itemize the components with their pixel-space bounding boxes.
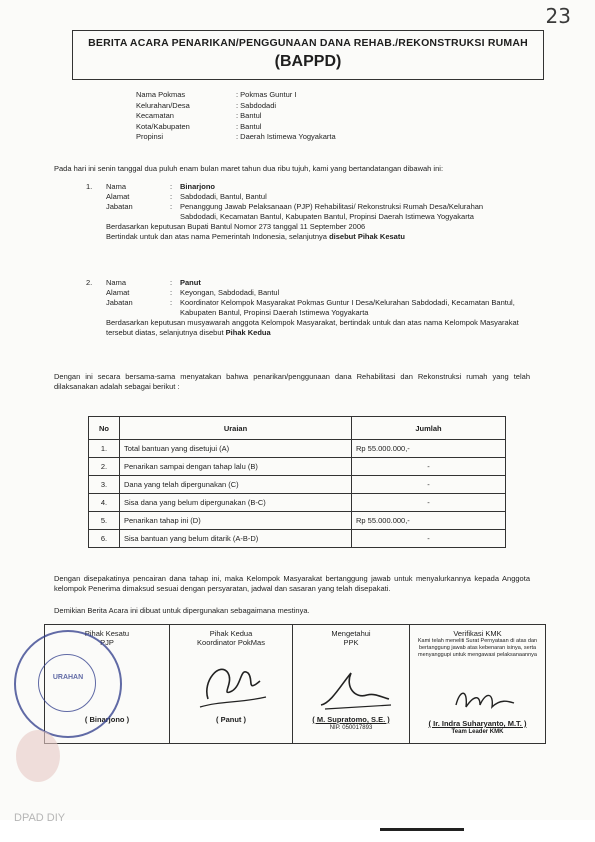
party-designation: Pihak Kedua (225, 328, 271, 337)
closing-paragraph: Dengan disepakatinya pencairan dana tahap ini, maka Kelompok Masyarakat bertanggung jawab untuk menyalurkannya kepada Anggota kelompok Penerima dimaksud sesuai dengan persyaratan, jadwal dan sasaran yang telah disepakati. (54, 574, 530, 593)
position-label: Jabatan (106, 298, 133, 307)
party-position: Koordinator Kelompok Masyarakat Pokmas Guntur I Desa/Kelurahan Sabdodadi, Kecamatan Bantul, Kabupaten Bantul, Propinsi Daerah Istimewa Yogyakarta (180, 298, 515, 317)
signature-pihak-kedua (170, 625, 293, 743)
signature-kmk (410, 625, 545, 743)
name-label: Nama (106, 182, 127, 191)
info-row (136, 122, 336, 133)
handwritten-signature (311, 665, 395, 715)
info-row (136, 132, 336, 143)
party-designation: disebut Pihak Kesatu (329, 232, 405, 241)
pokmas-info (136, 90, 336, 143)
row-number: 4. (89, 494, 120, 512)
row-description: Penarikan tahap ini (D) (120, 512, 352, 530)
table-header-row (89, 417, 506, 440)
closing-statement: Demikian Berita Acara ini dibuat untuk dipergunakan sebagaimana mestinya. (54, 606, 310, 615)
row-number: 2. (89, 458, 120, 476)
party-1: 1. Nama : Binarjono Alamat : Sabdodadi, Bantul, Bantul Jabatan : Penanggung Jawab Pelaksanaan (PJP) Rehabilitasi/ Rekonstruksi Rumah Desa/Kelurahan Sabdodadi, Kecamatan Bantul, Kabupaten Bantul, Propinsi Daerah Istimewa Yogyakarta Berdasarkan keputusan Bupati Bantul Nomor 273 tanggal 11 September 2006 Bertindak untuk dan atas nama Pemerintah Indonesia, selanjutnya disebut Pihak Kesatu (86, 182, 506, 242)
archive-watermark: DPAD DIY (14, 812, 66, 824)
acting-line: Bertindak untuk dan atas nama Pemerintah Indonesia, selanjutnya (106, 232, 330, 241)
table-row (89, 530, 506, 548)
page-number: 23 (545, 4, 571, 28)
info-value: : Sabdodadi (236, 100, 277, 110)
row-description: Dana yang telah dipergunakan (C) (120, 476, 352, 494)
info-value: : Bantul (236, 111, 262, 120)
info-label: Kelurahan/Desa (136, 100, 190, 110)
column-header: No (89, 417, 120, 440)
info-row (136, 111, 336, 122)
withdrawal-table (88, 416, 506, 548)
info-label: Nama Pokmas (136, 90, 186, 99)
row-description: Sisa dana yang belum dipergunakan (B-C) (120, 494, 352, 512)
archive-seal-watermark (16, 730, 60, 782)
official-stamp (14, 630, 122, 738)
scan-bar (380, 828, 464, 831)
signer-name: ( Ir. Indra Suharyanto, M.T. ) (428, 719, 527, 728)
address-label: Alamat (106, 288, 130, 297)
party-address: Sabdodadi, Bantul, Bantul (180, 192, 267, 201)
table-row (89, 512, 506, 530)
stamp-text: URAHAN (52, 674, 84, 681)
position-label: Jabatan (106, 202, 133, 211)
table-row (89, 458, 506, 476)
info-value: : Pokmas Guntur I (236, 90, 297, 99)
signer-name: ( Binarjono ) (84, 715, 130, 724)
signer-name: ( M. Supratomo, S.E. ) (312, 715, 390, 724)
document-subtitle: (BAPPD) (274, 53, 342, 70)
column-header: Jumlah (352, 417, 506, 440)
info-value: : Bantul (236, 121, 262, 131)
stamp-inner-ring (38, 654, 96, 712)
signer-title: Pihak Kedua (209, 629, 253, 638)
row-amount: - (352, 494, 506, 512)
signer-title: Pihak Kesatu (84, 629, 130, 638)
signer-nip: NIP. 050017893 (329, 725, 373, 731)
opening-paragraph: Pada hari ini senin tanggal dua puluh enam bulan maret tahun dua ribu tujuh, kami yang bertandatangan dibawah ini: (54, 164, 444, 173)
handwritten-signature (450, 681, 520, 717)
row-amount: - (352, 476, 506, 494)
signature-ppk (293, 625, 410, 743)
signer-role: PPK (343, 638, 359, 647)
table-row (89, 494, 506, 512)
party-address: Keyongan, Sabdodadi, Bantul (180, 288, 280, 297)
address-label: Alamat (106, 192, 130, 201)
handwritten-signature (190, 651, 270, 711)
info-row (136, 90, 336, 101)
row-amount: Rp 55.000.000,- (352, 440, 506, 458)
party-name: Panut (180, 278, 201, 287)
party-number: 1. (86, 182, 93, 191)
signer-role: Team Leader KMK (451, 729, 504, 735)
verification-note: Kami telah meneliti Surat Pernyataan di atas dan bertanggung jawab atas kebenaran isinya, serta menyanggupi untuk mengawasi pelaksanaannya (417, 638, 538, 658)
column-header: Uraian (120, 417, 352, 440)
info-value: : Daerah Istimewa Yogyakarta (236, 132, 336, 141)
party-name: Binarjono (180, 182, 215, 191)
row-description: Sisa bantuan yang belum ditarik (A-B-D) (120, 530, 352, 548)
decree-line: Berdasarkan keputusan musyawarah anggota Kelompok Masyarakat, bertindak untuk dan atas nama Kelompok Masyarakat tersebut diatas, selanjutnya disebut (106, 318, 519, 337)
row-amount: Rp 55.000.000,- (352, 512, 506, 530)
row-description: Total bantuan yang disetujui (A) (120, 440, 352, 458)
row-description: Penarikan sampai dengan tahap lalu (B) (120, 458, 352, 476)
row-number: 3. (89, 476, 120, 494)
info-row (136, 101, 336, 112)
decree-line: Berdasarkan keputusan Bupati Bantul Nomor 273 tanggal 11 September 2006 (106, 222, 366, 231)
agreement-paragraph: Dengan ini secara bersama-sama menyatakan bahwa penarikan/penggunaan dana Rehabilitasi dan Rekonstruksi rumah yang telah dilaksanakan adalah sebagai berikut : (54, 372, 530, 391)
signer-role: PJP (100, 638, 114, 647)
party-2: 2. Nama : Panut Alamat : Keyongan, Sabdodadi, Bantul Jabatan : Koordinator Kelompok Masyarakat Pokmas Guntur I Desa/Kelurahan Sabdodadi, Kecamatan Bantul, Kabupaten Bantul, Propinsi Daerah Istimewa Yogyakarta Berdasarkan keputusan musyawarah anggota Kelompok Masyarakat, bertindak untuk dan atas nama Kelompok Masyarakat tersebut diatas, selanjutnya disebut Pihak Kedua (86, 278, 526, 338)
info-label: Kecamatan (136, 111, 174, 120)
signer-title: Mengetahui (331, 629, 371, 638)
row-number: 5. (89, 512, 120, 530)
row-number: 1. (89, 440, 120, 458)
info-label: Propinsi (136, 132, 164, 141)
row-amount: - (352, 530, 506, 548)
party-number: 2. (86, 278, 93, 287)
document-header (72, 30, 544, 80)
signer-name: ( Panut ) (216, 715, 246, 724)
party-position: Penanggung Jawab Pelaksanaan (PJP) Rehabilitasi/ Rekonstruksi Rumah Desa/Kelurahan Sabdodadi, Kecamatan Bantul, Kabupaten Bantul, Propinsi Daerah Istimewa Yogyakarta (180, 202, 484, 221)
table-row (89, 440, 506, 458)
signer-title: Verifikasi KMK (453, 629, 502, 638)
row-amount: - (352, 458, 506, 476)
info-label: Kota/Kabupaten (136, 121, 190, 131)
document-title: BERITA ACARA PENARIKAN/PENGGUNAAN DANA REHAB./REKONSTRUKSI RUMAH (88, 37, 528, 49)
row-number: 6. (89, 530, 120, 548)
name-label: Nama (106, 278, 127, 287)
table-row (89, 476, 506, 494)
signer-role: Koordinator PokMas (197, 638, 265, 647)
